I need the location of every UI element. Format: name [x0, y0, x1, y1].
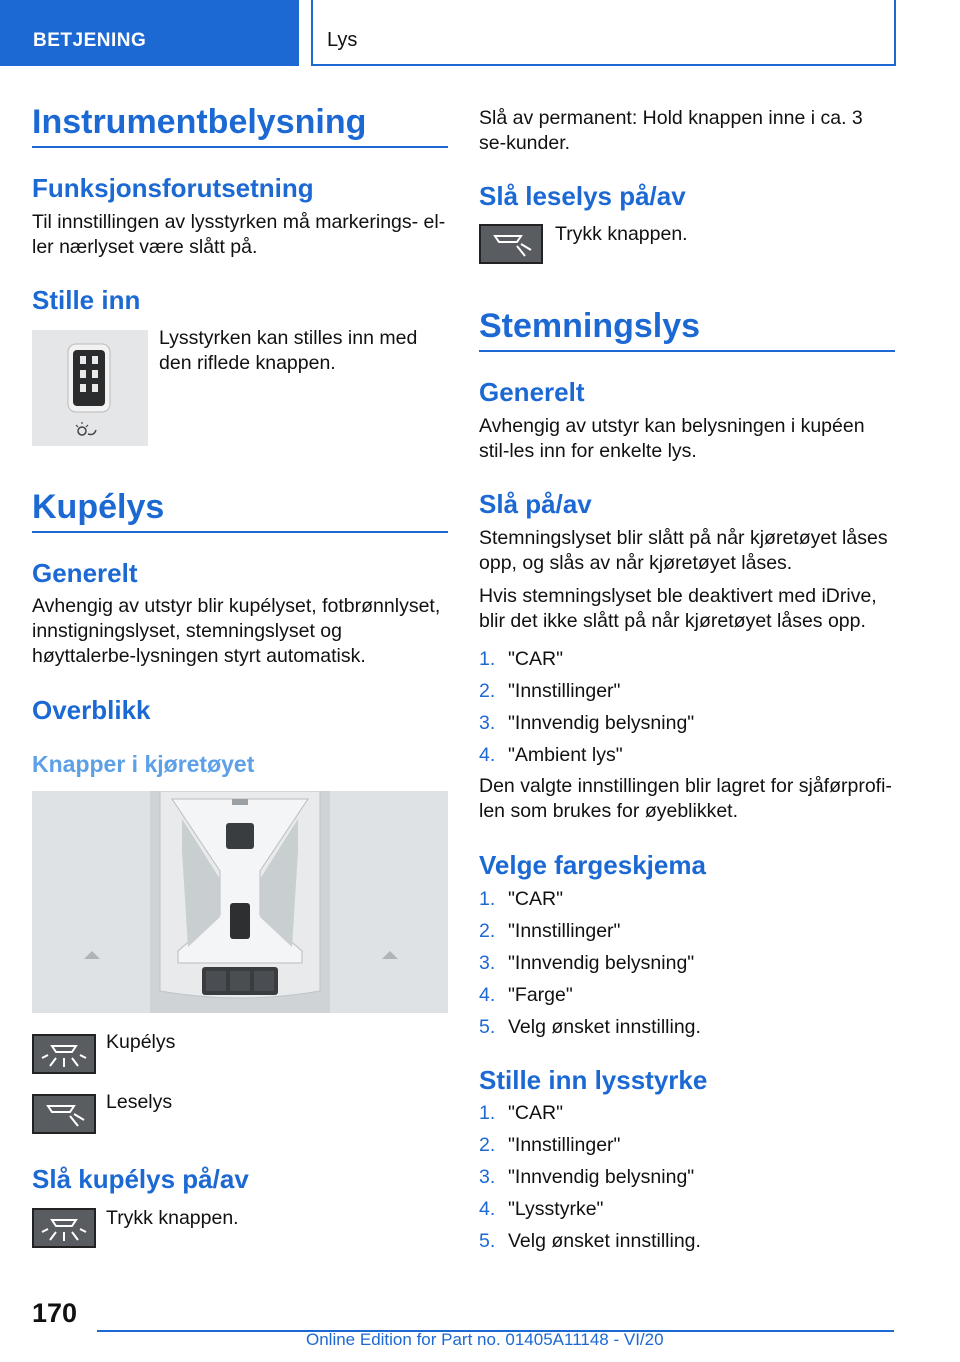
list-item: 3. "Innvendig belysning"	[479, 952, 695, 974]
heading-overblikk: Overblikk	[32, 695, 151, 725]
heading-stille-inn-lysstyrke: Stille inn lysstyrke	[479, 1065, 708, 1095]
heading-kupelys: Kupélys	[32, 487, 448, 533]
text-sla-av-permanent: Slå av permanent: Hold knappen inne i ca. 3 se-kunder.	[479, 107, 863, 154]
topic-title: Lys	[327, 29, 358, 51]
text-generelt-kupelys: Avhengig av utstyr blir kupélyset, fotbrønnlyset, innstigningslyset, stemningslyset og høyttalerbe-lysningen styrt automatisk.	[32, 595, 441, 667]
list-item: 2. "Innstillinger"	[479, 680, 621, 702]
heading-sla-kupelys: Slå kupélys på/av	[32, 1164, 249, 1194]
text-stemningslys-idrive: Hvis stemningslyset ble deaktivert med iDrive, blir det ikke slått på når kjøretøyet låses opp.	[479, 585, 877, 632]
list-item: 3. "Innvendig belysning"	[479, 1166, 695, 1188]
reading-light-button-icon	[479, 224, 543, 264]
heading-velge-fargeskjema: Velge fargeskjema	[479, 850, 706, 880]
steps-ambient-light	[479, 647, 895, 775]
list-item: 4. "Lysstyrke"	[479, 1198, 604, 1220]
text-funksjonsforutsetning: Til innstillingen av lysstyrken må markerings- el-ler nærlyset være slått på.	[32, 211, 446, 258]
steps-fargeskjema	[479, 887, 895, 1047]
heading-stille-inn: Stille inn	[32, 285, 141, 315]
heading-sla-pa-av: Slå på/av	[479, 489, 592, 519]
heading-generelt-kupelys: Generelt	[32, 558, 138, 588]
heading-instrumentbelysning: Instrumentbelysning	[32, 102, 448, 148]
dimmer-wheel-image	[32, 330, 148, 446]
list-item: 4. "Farge"	[479, 984, 573, 1006]
text-stemningslys-automatisk: Stemningslyset blir slått på når kjøretøyet låses opp, og slås av når kjøretøyet låses.	[479, 527, 888, 574]
heading-funksjonsforutsetning: Funksjonsforutsetning	[32, 173, 314, 203]
list-item: 5. Velg ønsket innstilling.	[479, 1016, 701, 1038]
heading-stemningslys: Stemningslys	[479, 306, 895, 352]
list-item: 3. "Innvendig belysning"	[479, 712, 695, 734]
subheading-knapper: Knapper i kjøretøyet	[32, 751, 255, 777]
interior-light-button-icon	[32, 1208, 96, 1248]
list-item: 1. "CAR"	[479, 888, 564, 910]
list-item: 2. "Innstillinger"	[479, 920, 621, 942]
section-title: BETJENING	[33, 30, 147, 51]
label-leselys: Leselys	[106, 1091, 173, 1113]
label-kupelys: Kupélys	[106, 1031, 176, 1053]
text-sla-leselys: Trykk knappen.	[555, 223, 688, 245]
heading-generelt-stemningslys: Generelt	[479, 377, 585, 407]
page-number: 170	[32, 1298, 78, 1328]
reading-light-symbol-icon	[32, 1094, 96, 1134]
list-item: 2. "Innstillinger"	[479, 1134, 621, 1156]
roof-console-image	[32, 791, 448, 1013]
text-generelt-stemningslys: Avhengig av utstyr kan belysningen i kupéen stil-les inn for enkelte lys.	[479, 415, 865, 462]
interior-light-symbol-icon	[32, 1034, 96, 1074]
topic-tab	[311, 0, 896, 66]
footer-edition: Online Edition for Part no. 01405A11148 - VI/20	[306, 1330, 664, 1349]
steps-lysstyrke	[479, 1101, 895, 1261]
list-item: 5. Velg ønsket innstilling.	[479, 1230, 701, 1252]
section-tab	[0, 0, 299, 66]
list-item: 4. "Ambient lys"	[479, 744, 623, 766]
text-stille-inn: Lysstyrken kan stilles inn med den riflede knappen.	[159, 327, 418, 374]
heading-sla-leselys: Slå leselys på/av	[479, 181, 686, 211]
text-sla-kupelys: Trykk knappen.	[106, 1207, 239, 1229]
list-item: 1. "CAR"	[479, 648, 564, 670]
list-item: 1. "CAR"	[479, 1102, 564, 1124]
text-lagret-profil: Den valgte innstillingen blir lagret for sjåførprofi-len som brukes for øyeblikket.	[479, 775, 892, 822]
